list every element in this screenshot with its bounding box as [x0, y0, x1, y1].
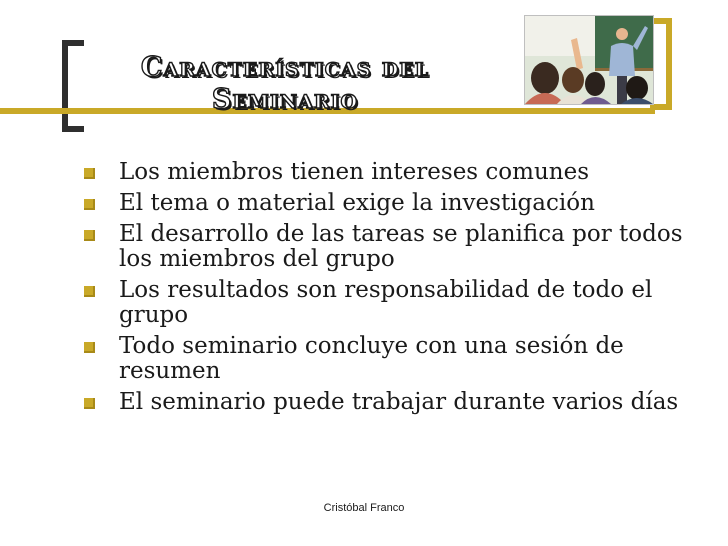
bullet-item — [0, 278, 728, 328]
gold-square-bullet-icon — [84, 230, 95, 241]
bullet-text: El desarrollo de las tareas se planifica por todos los miembros del grupo — [119, 221, 683, 272]
bullet-list — [0, 160, 728, 421]
bullet-item — [0, 334, 728, 384]
bullet-text: Todo seminario concluye con una sesión de resumen — [119, 333, 624, 384]
bullet-text: Los miembros tienen intereses comunes — [119, 159, 589, 185]
slide-title-line-1: Características del — [140, 52, 430, 83]
classroom-photo — [524, 15, 654, 105]
gold-square-bullet-icon — [84, 199, 95, 210]
bullet-text: El seminario puede trabajar durante varios días — [119, 389, 679, 415]
gold-square-bullet-icon — [84, 168, 95, 179]
bullet-item — [0, 390, 728, 415]
slide-footer-author: Cristóbal Franco — [323, 502, 405, 514]
gold-square-bullet-icon — [84, 286, 95, 297]
slide-title-line-2: Seminario — [211, 84, 359, 115]
gold-square-bullet-icon — [84, 342, 95, 353]
bullet-text: El tema o material exige la investigación — [119, 190, 595, 216]
bullet-text: Los resultados son responsabilidad de todo el grupo — [119, 277, 653, 328]
slide-title — [90, 52, 480, 116]
bullet-item — [0, 191, 728, 216]
gold-square-bullet-icon — [84, 398, 95, 409]
bullet-item — [0, 160, 728, 185]
bullet-item — [0, 222, 728, 272]
left-bracket-decoration — [62, 40, 84, 132]
classroom-photo-illustration — [525, 16, 653, 104]
